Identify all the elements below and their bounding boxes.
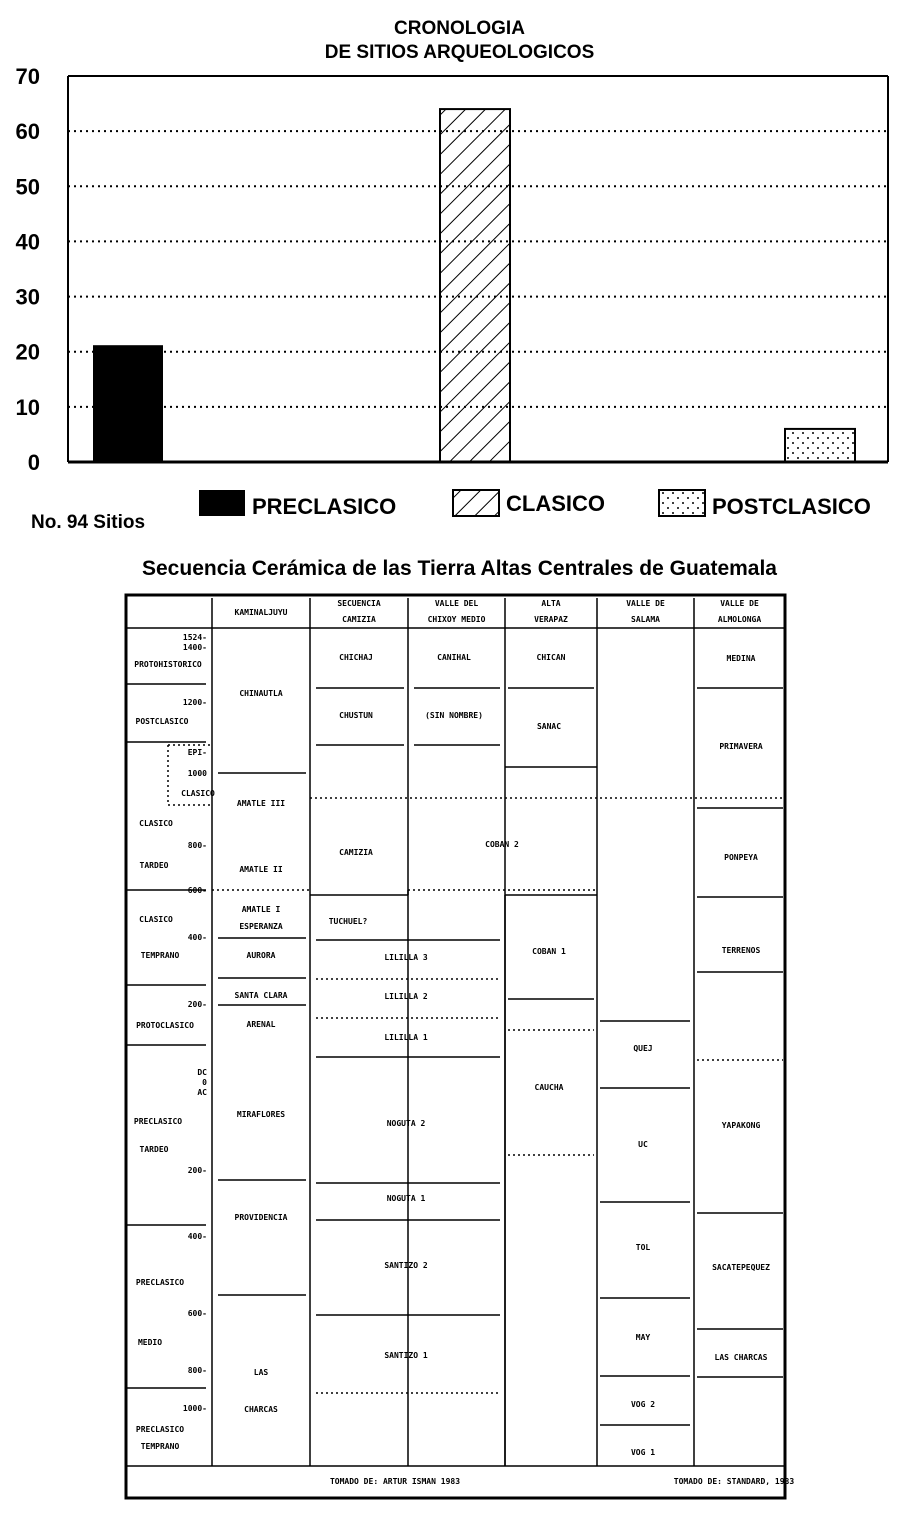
camizia-phase: NOGUTA 2	[386, 1119, 426, 1128]
almolonga-phase: SACATEPEQUEZ	[712, 1263, 770, 1272]
almolonga-phase: MEDINA	[726, 654, 756, 663]
date-label: 1000-	[182, 1404, 207, 1413]
column-header: VERAPAZ	[534, 615, 568, 624]
date-label: 0	[202, 1078, 207, 1087]
almolonga-phase: TERRENOS	[721, 946, 761, 955]
camizia-phase: SANTIZO 1	[384, 1351, 428, 1360]
salama-phase: UC	[638, 1140, 648, 1149]
legend-label-preclasico: PRECLASICO	[252, 494, 397, 519]
kaminaljuyu-phase: MIRAFLORES	[236, 1110, 286, 1119]
verapaz-phase: SANAC	[536, 722, 562, 731]
column-header: VALLE DE	[626, 599, 665, 608]
salama-phase: MAY	[635, 1333, 651, 1342]
verapaz-phase: CHICAN	[536, 653, 566, 662]
period-label: MEDIO	[137, 1338, 163, 1347]
kaminaljuyu-phase: LAS	[253, 1368, 269, 1377]
camizia-phase: NOGUTA 1	[386, 1194, 426, 1203]
salama-phase: QUEJ	[633, 1044, 653, 1053]
chart-subtitle: DE SITIOS ARQUEOLOGICOS	[324, 42, 595, 63]
almolonga-phase: PRIMAVERA	[719, 742, 763, 751]
date-label: EPI-	[187, 748, 207, 757]
column-header: ALTA	[541, 599, 561, 608]
camizia-phase: LILILLA 3	[384, 953, 428, 962]
chart-title: CRONOLOGIA	[394, 18, 525, 39]
y-tick-label: 10	[15, 394, 40, 420]
date-label: 1000	[187, 769, 207, 778]
date-label: 200-	[187, 1166, 207, 1175]
y-tick-label: 40	[15, 229, 40, 255]
almolonga-phase: PONPEYA	[724, 853, 758, 862]
salama-phase: VOG 2	[630, 1400, 656, 1409]
kaminaljuyu-phase: AMATLE II	[239, 865, 283, 874]
date-label: DC	[197, 1068, 207, 1077]
verapaz-phase: COBAN 1	[532, 947, 566, 956]
sites-count: No. 94 Sitios	[31, 512, 146, 533]
y-tick-label: 50	[15, 174, 40, 200]
kaminaljuyu-phase: AURORA	[246, 951, 276, 960]
footer-source: TOMADO DE: ARTUR ISMAN 1983	[329, 1477, 461, 1486]
kaminaljuyu-phase: AMATLE III	[236, 799, 286, 808]
kaminaljuyu-phase: ARENAL	[246, 1020, 276, 1029]
y-tick-label: 60	[15, 119, 40, 145]
y-tick-label: 20	[15, 339, 40, 365]
salama-phase: VOG 1	[630, 1448, 656, 1457]
almolonga-phase: YAPAKONG	[721, 1121, 761, 1130]
table-title: Secuencia Cerámica de las Tierra Altas Centrales de Guatemala	[142, 557, 777, 580]
coban2-phase: COBAN 2	[485, 840, 519, 849]
verapaz-phase: CAUCHA	[534, 1083, 564, 1092]
kaminaljuyu-phase: ESPERANZA	[239, 922, 283, 931]
date-label: 400-	[187, 1232, 207, 1241]
date-label: 600-	[187, 1309, 207, 1318]
legend-label-postclasico: POSTCLASICO	[712, 494, 871, 519]
y-tick-label: 0	[27, 450, 40, 475]
date-label: 400-	[187, 933, 207, 942]
period-label: TARDEO	[139, 861, 169, 870]
column-header: KAMINALJUYU	[234, 608, 288, 617]
camizia-phase: SANTIZO 2	[384, 1261, 428, 1270]
column-header: VALLE DE	[720, 599, 759, 608]
column-header: SALAMA	[631, 615, 660, 624]
camizia-phase: LILILLA 2	[384, 992, 428, 1001]
date-label: 600-	[187, 886, 207, 895]
date-label: 800-	[187, 1366, 207, 1375]
period-label: TEMPRANO	[140, 951, 180, 960]
period-label: CLASICO	[181, 789, 215, 798]
date-label: 200-	[187, 1000, 207, 1009]
period-label: PRECLASICO	[133, 1117, 183, 1126]
period-label: TARDEO	[139, 1145, 169, 1154]
period-label: TEMPRANO	[140, 1442, 180, 1451]
period-label: PROTOCLASICO	[136, 1021, 194, 1030]
camizia-phase: CHUSTUN	[339, 711, 373, 720]
kaminaljuyu-phase: PROVIDENCIA	[234, 1213, 288, 1222]
chixoy-phase: CANIHAL	[437, 653, 471, 662]
camizia-phase: TUCHUEL?	[328, 917, 368, 926]
period-label: PRECLASICO	[135, 1425, 185, 1434]
kaminaljuyu-phase: SANTA CLARA	[234, 991, 288, 1000]
camizia-phase: CHICHAJ	[339, 653, 373, 662]
footer-source: TOMADO DE: STANDARD, 1983	[673, 1477, 795, 1486]
y-tick-label: 30	[15, 284, 40, 310]
salama-phase: TOL	[635, 1243, 651, 1252]
date-label: AC	[197, 1088, 207, 1097]
column-header: CAMIZIA	[342, 615, 376, 624]
column-header: CHIXOY MEDIO	[427, 615, 486, 624]
kaminaljuyu-phase: CHINAUTLA	[239, 689, 283, 698]
date-label: 1524-	[182, 633, 207, 642]
y-tick-label: 70	[15, 64, 40, 89]
date-label: 1400-	[182, 643, 207, 652]
camizia-phase: CAMIZIA	[339, 848, 373, 857]
column-header: VALLE DEL	[434, 599, 479, 608]
chixoy-phase: (SIN NOMBRE)	[425, 711, 483, 720]
column-header: SECUENCIA	[337, 599, 381, 608]
legend-label-clasico: CLASICO	[506, 491, 605, 516]
period-label: PRECLASICO	[135, 1278, 185, 1287]
period-label: POSTCLASICO	[135, 717, 189, 726]
period-label: CLASICO	[139, 819, 173, 828]
kaminaljuyu-phase: AMATLE I	[241, 905, 281, 914]
date-label: 1200-	[182, 698, 207, 707]
period-label: CLASICO	[139, 915, 173, 924]
kaminaljuyu-phase: CHARCAS	[244, 1405, 278, 1414]
period-label: PROTOHISTORICO	[134, 660, 202, 669]
camizia-phase: LILILLA 1	[384, 1033, 428, 1042]
column-header: ALMOLONGA	[717, 615, 762, 624]
date-label: 800-	[187, 841, 207, 850]
almolonga-phase: LAS CHARCAS	[714, 1353, 768, 1362]
